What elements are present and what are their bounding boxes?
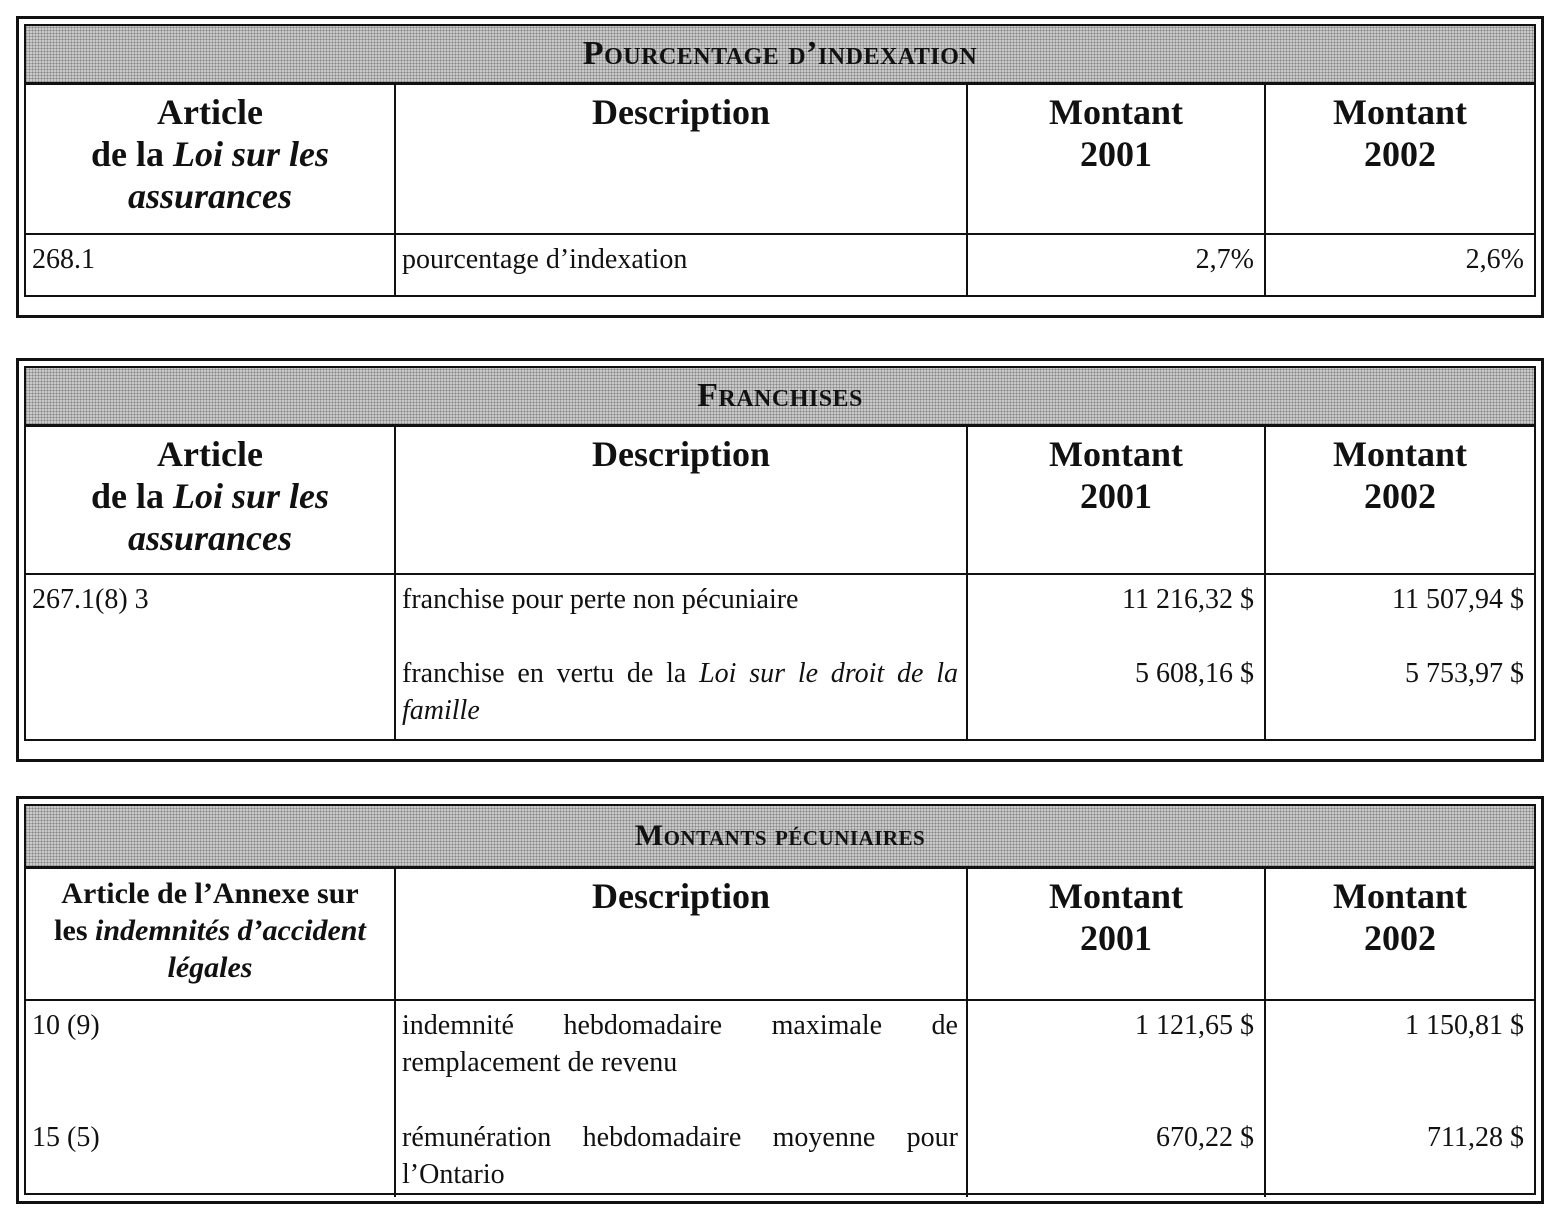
cell-montant-2001: 1 121,65 $ bbox=[968, 1001, 1266, 1113]
header-article-line2 bbox=[26, 475, 394, 517]
header-montant-label: Montant bbox=[1333, 92, 1467, 132]
header-article-line1: Article bbox=[157, 434, 263, 474]
cell-montant-2002: 11 507,94 $ bbox=[1392, 584, 1524, 615]
cell-montant-2002: 1 150,81 $ bbox=[1405, 1010, 1524, 1041]
header-article bbox=[26, 869, 396, 999]
header-description: Description bbox=[396, 869, 968, 999]
header-year: 2001 bbox=[1080, 918, 1152, 958]
table-header-row bbox=[26, 85, 1534, 235]
table-row bbox=[26, 1001, 1534, 1113]
table-inner bbox=[24, 366, 1536, 741]
table-inner bbox=[24, 24, 1536, 297]
cell-montant-2002: 5 753,97 $ bbox=[1405, 658, 1524, 689]
table-title bbox=[26, 806, 1534, 869]
header-montant-2001 bbox=[968, 869, 1266, 999]
cell-montant-2002: 2,6% bbox=[1465, 244, 1524, 275]
header-article-line3: légales bbox=[167, 951, 253, 984]
cell-description: indemnité hebdomadaire maximale de remplacement de revenu bbox=[396, 1001, 968, 1113]
header-montant-label: Montant bbox=[1333, 876, 1467, 916]
table-row bbox=[26, 235, 1534, 295]
cell-article bbox=[26, 649, 396, 739]
cell-description: pourcentage d’indexation bbox=[396, 235, 968, 295]
cell-article: 268.1 bbox=[26, 235, 396, 295]
table-title-text: Franchises bbox=[697, 377, 863, 414]
header-article-line2a: de la bbox=[90, 134, 173, 174]
cell-montant-2001: 2,7% bbox=[968, 235, 1266, 295]
header-article-line2a: les bbox=[54, 914, 95, 947]
header-article-line3: assurances bbox=[127, 176, 293, 216]
cell-article: 15 (5) bbox=[26, 1113, 396, 1197]
header-montant-2001 bbox=[968, 427, 1266, 573]
cell-article: 10 (9) bbox=[26, 1001, 396, 1113]
cell-description: franchise pour perte non pécuniaire bbox=[396, 575, 968, 649]
table-title-text: Montants pécuniaires bbox=[634, 819, 926, 852]
header-description: Description bbox=[396, 85, 968, 233]
table-header-row bbox=[26, 869, 1534, 1001]
header-year: 2002 bbox=[1364, 476, 1436, 516]
header-article bbox=[26, 427, 396, 573]
header-montant-2002 bbox=[1266, 85, 1534, 233]
table-row bbox=[26, 575, 1534, 649]
header-montant-2002 bbox=[1266, 869, 1534, 999]
cell-description: rémunération hebdomadaire moyenne pour l’Ontario bbox=[396, 1113, 968, 1197]
table-montants-pecuniaires bbox=[16, 796, 1544, 1204]
cell-description bbox=[396, 649, 968, 739]
header-article-line3: assurances bbox=[127, 518, 293, 558]
header-article-line2b: indemnités d’accident bbox=[95, 914, 366, 947]
table-title bbox=[26, 26, 1534, 85]
table-row bbox=[26, 1113, 1534, 1193]
header-article-line2 bbox=[26, 133, 394, 175]
cell-montant-2001: 670,22 $ bbox=[968, 1113, 1266, 1197]
table-row bbox=[26, 649, 1534, 739]
header-article-line1: Article bbox=[157, 92, 263, 132]
header-article-line2b: Loi sur les bbox=[172, 476, 330, 516]
header-article-line1: Article de l’Annexe sur bbox=[61, 877, 359, 910]
header-montant-label: Montant bbox=[1049, 434, 1183, 474]
header-description: Description bbox=[396, 427, 968, 573]
header-montant-2001 bbox=[968, 85, 1266, 233]
cell-montant-2002: 711,28 $ bbox=[1427, 1122, 1524, 1153]
header-montant-label: Montant bbox=[1333, 434, 1467, 474]
header-montant-label: Montant bbox=[1049, 92, 1183, 132]
table-header-row bbox=[26, 427, 1534, 575]
table-inner bbox=[24, 804, 1536, 1195]
header-article bbox=[26, 85, 396, 233]
header-article-line2 bbox=[26, 912, 394, 949]
cell-montant-2001: 5 608,16 $ bbox=[968, 649, 1266, 739]
header-year: 2002 bbox=[1364, 134, 1436, 174]
header-article-line2b: Loi sur les bbox=[172, 134, 330, 174]
cell-article: 267.1(8) 3 bbox=[26, 575, 396, 649]
table-title-text: Pourcentage d’indexation bbox=[582, 35, 978, 72]
header-article-line2a: de la bbox=[90, 476, 173, 516]
table-title bbox=[26, 368, 1534, 427]
cell-description-text: franchise en vertu de la bbox=[402, 658, 700, 689]
header-montant-2002 bbox=[1266, 427, 1534, 573]
header-year: 2001 bbox=[1080, 476, 1152, 516]
table-pourcentage-indexation bbox=[16, 16, 1544, 318]
header-montant-label: Montant bbox=[1049, 876, 1183, 916]
cell-montant-2001: 11 216,32 $ bbox=[968, 575, 1266, 649]
cell-description-law-title: Loi sur le droit de la famille bbox=[402, 658, 958, 726]
header-year: 2001 bbox=[1080, 134, 1152, 174]
header-year: 2002 bbox=[1364, 918, 1436, 958]
table-franchises bbox=[16, 358, 1544, 762]
